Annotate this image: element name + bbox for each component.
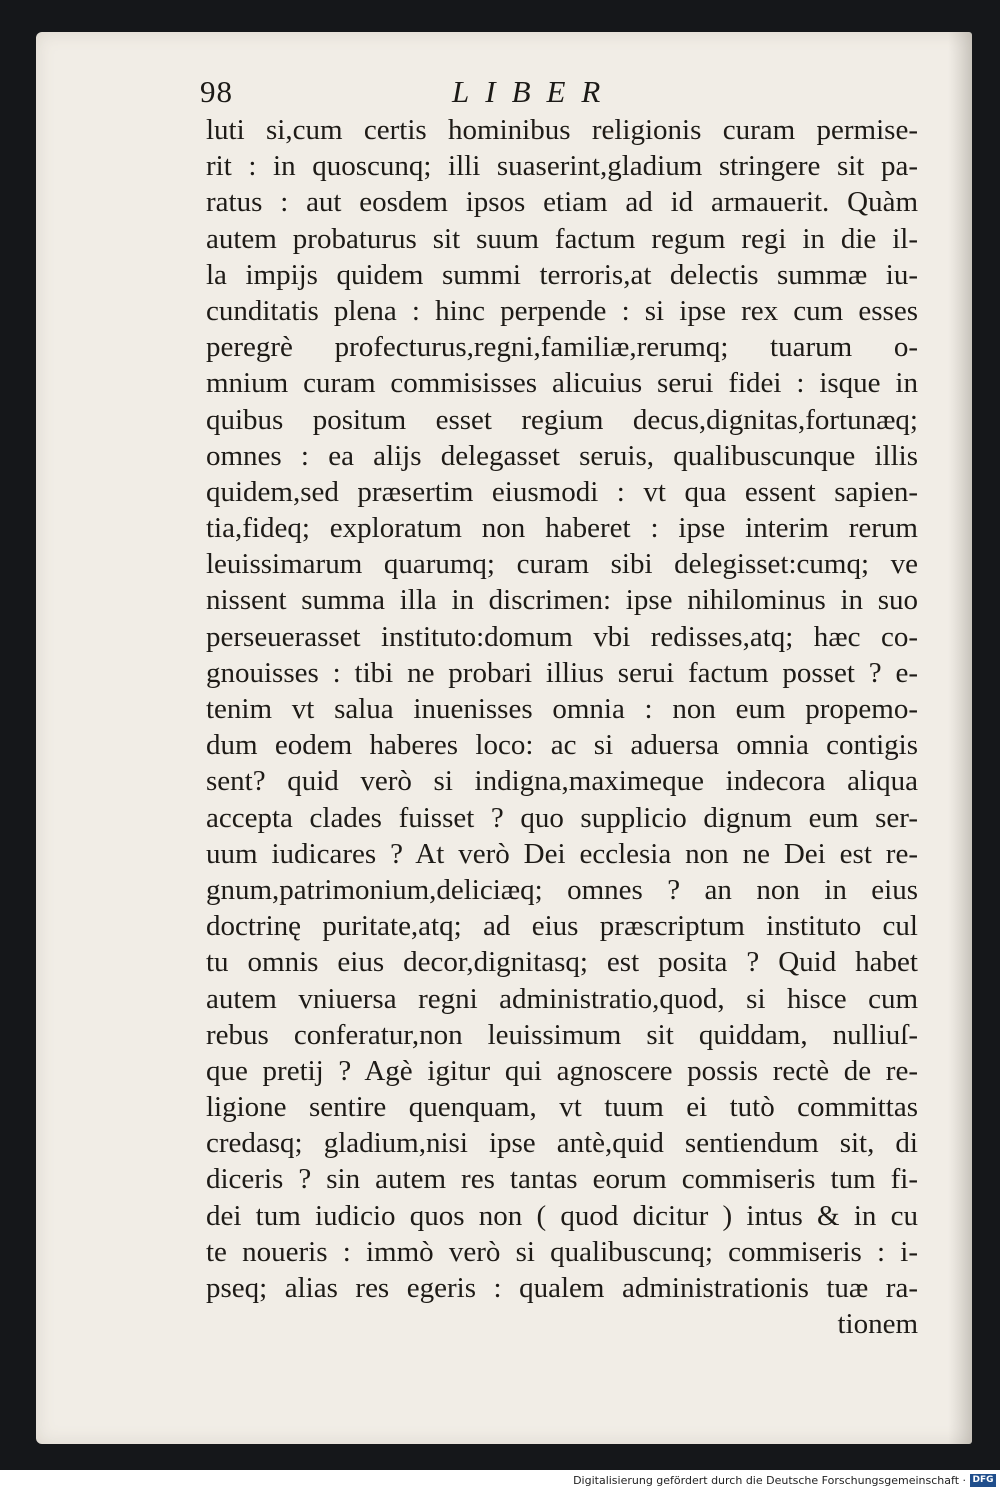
- text-line: peregrè profecturus,regni,familiæ,rerumq; tuarum o-: [206, 331, 918, 364]
- dfg-logo: DFG: [970, 1474, 996, 1487]
- text-line: quibus positum esset regium decus,dignitas,fortunæq;: [206, 403, 918, 436]
- text-line: tu omnis eius decor,dignitasq; est posita ? Quid habet: [206, 946, 918, 979]
- text-line: gnouisses : tibi ne probari illius serui factum posset ? e-: [206, 656, 918, 689]
- text-line: autem vniuersa regni administratio,quod, si hisce cum: [206, 982, 918, 1015]
- text-line: ligione sentire quenquam, vt tuum ei tutò committas: [206, 1091, 918, 1124]
- text-line: luti si,cum certis hominibus religionis curam permise-: [206, 114, 918, 146]
- text-line: rebus conferatur,non leuissimum sit quiddam, nulliuſ-: [206, 1018, 918, 1051]
- text-line: ratus : aut eosdem ipsos etiam ad id armauerit. Quàm: [206, 186, 918, 219]
- text-line: dei tum iudicio quos non ( quod dicitur ) intus & in cu: [206, 1199, 918, 1232]
- text-line: accepta clades fuisset ? quo supplicio dignum eum ser-: [206, 801, 918, 834]
- text-line: la impijs quidem summi terroris,at delectis summæ iu-: [206, 258, 918, 291]
- text-line: gnum,patrimonium,deliciæq; omnes ? an non in eius: [206, 873, 918, 906]
- text-line: nissent summa illa in discrimen: ipse nihilominus in suo: [206, 584, 918, 617]
- text-block: [206, 112, 918, 1342]
- text-line: pseq; alias res egeris : qualem administrationis tuæ ra-: [206, 1272, 918, 1304]
- footer-strip: [0, 1470, 1000, 1492]
- funding-credit: Digitalisierung gefördert durch die Deutsche Forschungsgemeinschaft ·: [573, 1474, 966, 1487]
- text-line: que pretij ? Agè igitur qui agnoscere possis rectè de re-: [206, 1054, 918, 1087]
- running-head: LIBER: [452, 74, 617, 109]
- text-line: omnes : ea alijs delegasset seruis, qualibuscunque illis: [206, 439, 918, 472]
- text-line: autem probaturus sit suum factum regum regi in die il-: [206, 222, 918, 255]
- text-line: leuissimarum quarumq; curam sibi delegisset:cumq; ve: [206, 548, 918, 581]
- page-number: 98: [200, 74, 233, 109]
- text-line: mnium curam commisisses alicuius serui fidei : isque in: [206, 367, 918, 400]
- text-line: credasq; gladium,nisi ipse antè,quid sentiendum sit, di: [206, 1127, 918, 1160]
- text-line: perseuerasset instituto:domum vbi redisses,atq; hæc co-: [206, 620, 918, 653]
- text-line: cunditatis plena : hinc perpende : si ipse rex cum esses: [206, 294, 918, 327]
- text-line: te noueris : immò verò si qualibuscunq; commiseris : i-: [206, 1235, 918, 1268]
- text-line: quidem,sed præsertim eiusmodi : vt qua essent sapien-: [206, 475, 918, 508]
- text-line: rit : in quoscunq; illi suaserint,gladium stringere sit pa-: [206, 150, 918, 183]
- catchword: tionem: [837, 1308, 918, 1341]
- text-line: diceris ? sin autem res tantas eorum commiseris tum fi-: [206, 1163, 918, 1196]
- text-line: doctrinę puritate,atq; ad eius præscriptum instituto cul: [206, 910, 918, 943]
- text-line: uum iudicares ? At verò Dei ecclesia non ne Dei est re-: [206, 837, 918, 870]
- text-line: tenim vt salua inuenisses omnia : non eum propemo-: [206, 693, 918, 725]
- text-line: dum eodem haberes loco: ac si aduersa omnia contigis: [206, 729, 918, 762]
- text-line: tia,fideq; exploratum non haberet : ipse interim rerum: [206, 512, 918, 545]
- text-line: sent? quid verò si indigna,maximeque indecora aliqua: [206, 765, 918, 798]
